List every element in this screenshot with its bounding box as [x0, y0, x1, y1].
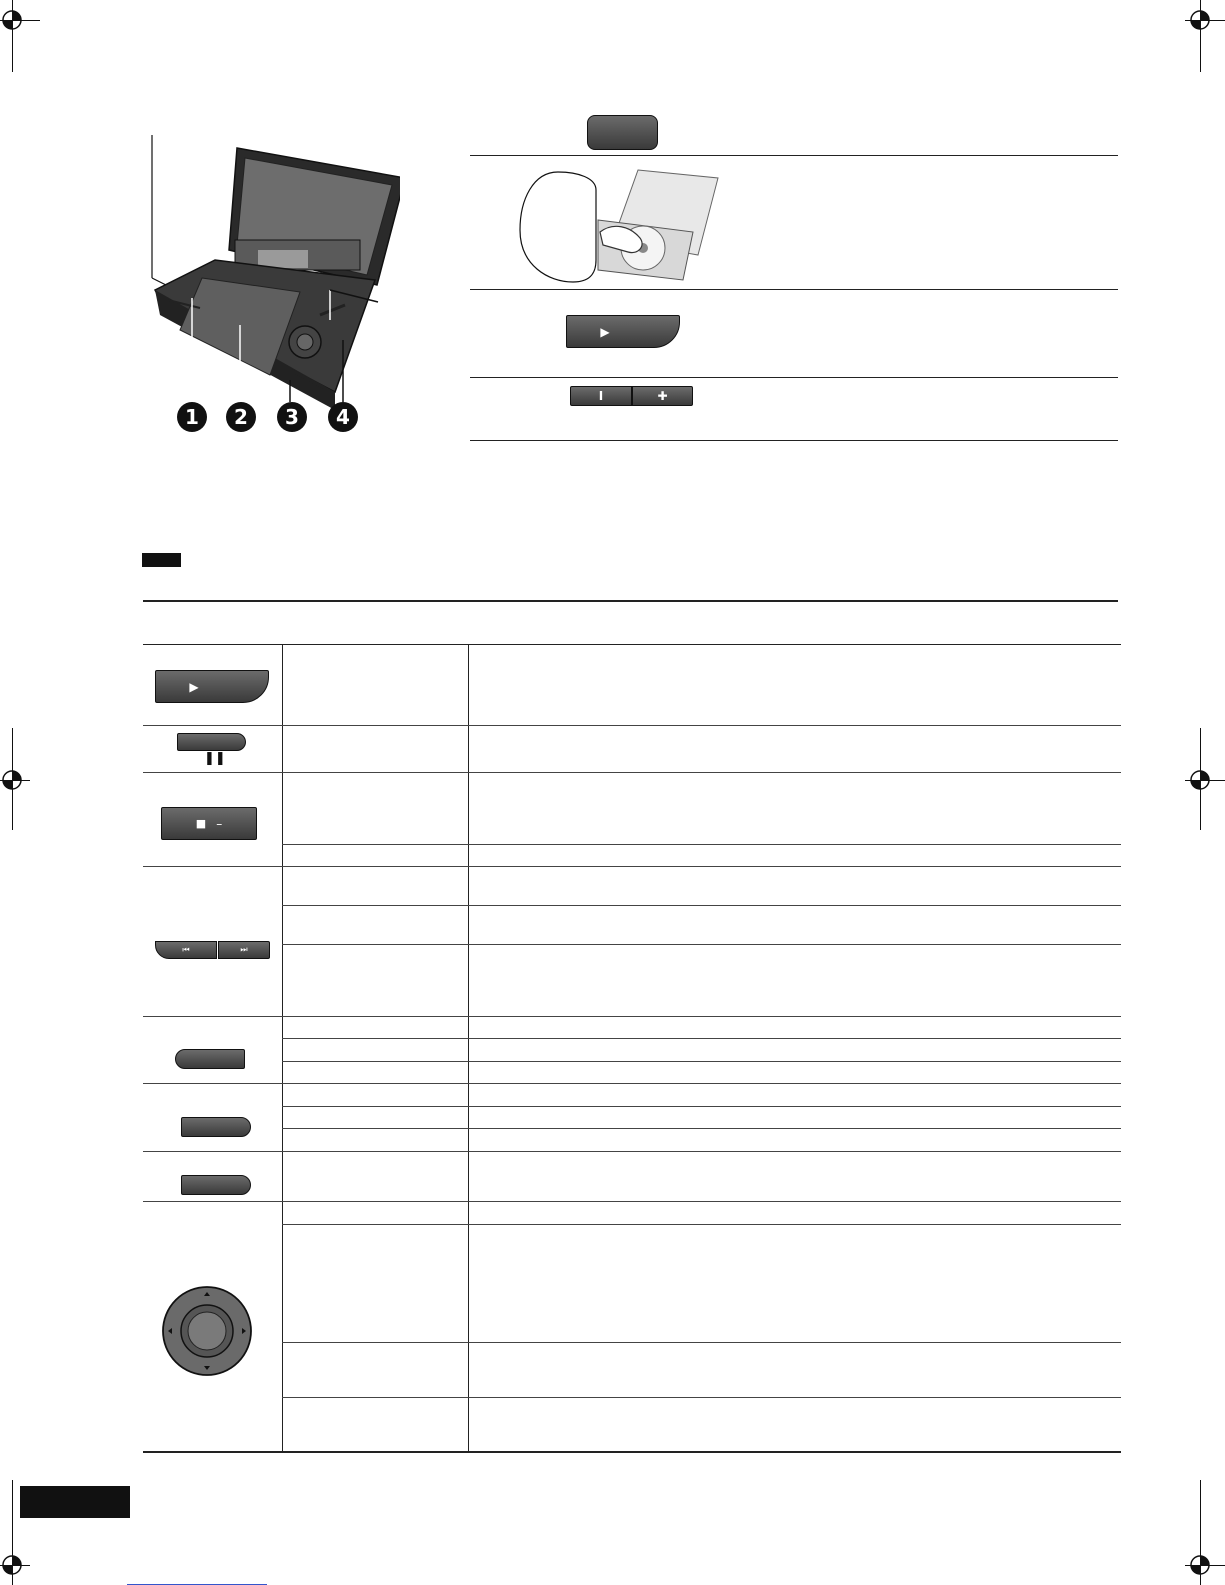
- operations-table: [143, 644, 1121, 1453]
- skip-previous-icon: ⏮: [182, 945, 190, 954]
- portable-player-illustration: [140, 130, 400, 450]
- minus-icon: I: [598, 389, 604, 403]
- table-row-divider: [143, 1016, 1121, 1017]
- skip-next-button-graphic: [218, 941, 270, 959]
- table-subrow-divider: [282, 1342, 1121, 1343]
- table-row-divider: [143, 725, 1121, 726]
- table-subrow-divider: [282, 1061, 1121, 1062]
- plus-icon: ✚: [657, 389, 668, 403]
- disc-insert-drawing: [518, 160, 728, 285]
- step-divider: [470, 377, 1118, 378]
- portable-player-drawing: [140, 130, 400, 450]
- table-subrow-divider: [282, 944, 1121, 945]
- table-row-divider: [143, 1083, 1121, 1084]
- play-icon: ▶: [600, 324, 610, 339]
- skip-previous-button-graphic: [155, 941, 217, 959]
- play-icon: ▶: [189, 679, 199, 694]
- minus-icon: –: [216, 816, 223, 831]
- function-button-graphic-2: [181, 1117, 251, 1137]
- callout-number-4: 4: [328, 402, 358, 432]
- skip-next-icon: ⏭: [240, 945, 248, 954]
- step-divider: [470, 155, 1118, 156]
- table-subrow-divider: [282, 1106, 1121, 1107]
- table-subrow-divider: [282, 844, 1121, 845]
- volume-minus-button-graphic: [570, 386, 632, 406]
- callout-number-1: 1: [177, 402, 207, 432]
- stop-icon: ■: [195, 817, 207, 830]
- stop-button-graphic: [161, 807, 257, 840]
- table-subrow-divider: [282, 1128, 1121, 1129]
- pause-icon: ❚❚: [204, 751, 226, 766]
- function-button-graphic-1: [175, 1049, 245, 1069]
- callout-number-3: 3: [277, 402, 307, 432]
- disc-insert-illustration: [518, 160, 728, 285]
- joystick-graphic: [161, 1285, 253, 1377]
- step-divider: [470, 289, 1118, 290]
- play-button-graphic: [155, 670, 269, 703]
- play-button-graphic: [566, 315, 680, 348]
- section-rule: [143, 600, 1118, 602]
- table-column-divider: [282, 645, 283, 1452]
- function-button-graphic-3: [181, 1175, 251, 1195]
- table-subrow-divider: [282, 1224, 1121, 1225]
- table-row-divider: [143, 772, 1121, 773]
- table-row-divider: [143, 1151, 1121, 1152]
- table-row-divider: [143, 866, 1121, 867]
- table-column-divider: [468, 645, 469, 1452]
- table-subrow-divider: [282, 1038, 1121, 1039]
- callout-number-2: 2: [226, 402, 256, 432]
- table-row-divider: [143, 1201, 1121, 1202]
- pause-button-graphic: [177, 733, 246, 751]
- open-button-graphic: [587, 115, 658, 150]
- step-divider: [470, 440, 1118, 441]
- table-subrow-divider: [282, 1397, 1121, 1398]
- table-subrow-divider: [282, 905, 1121, 906]
- page-number-box: [20, 1486, 130, 1518]
- volume-plus-button-graphic: [632, 386, 693, 406]
- section-label-box: [142, 553, 181, 567]
